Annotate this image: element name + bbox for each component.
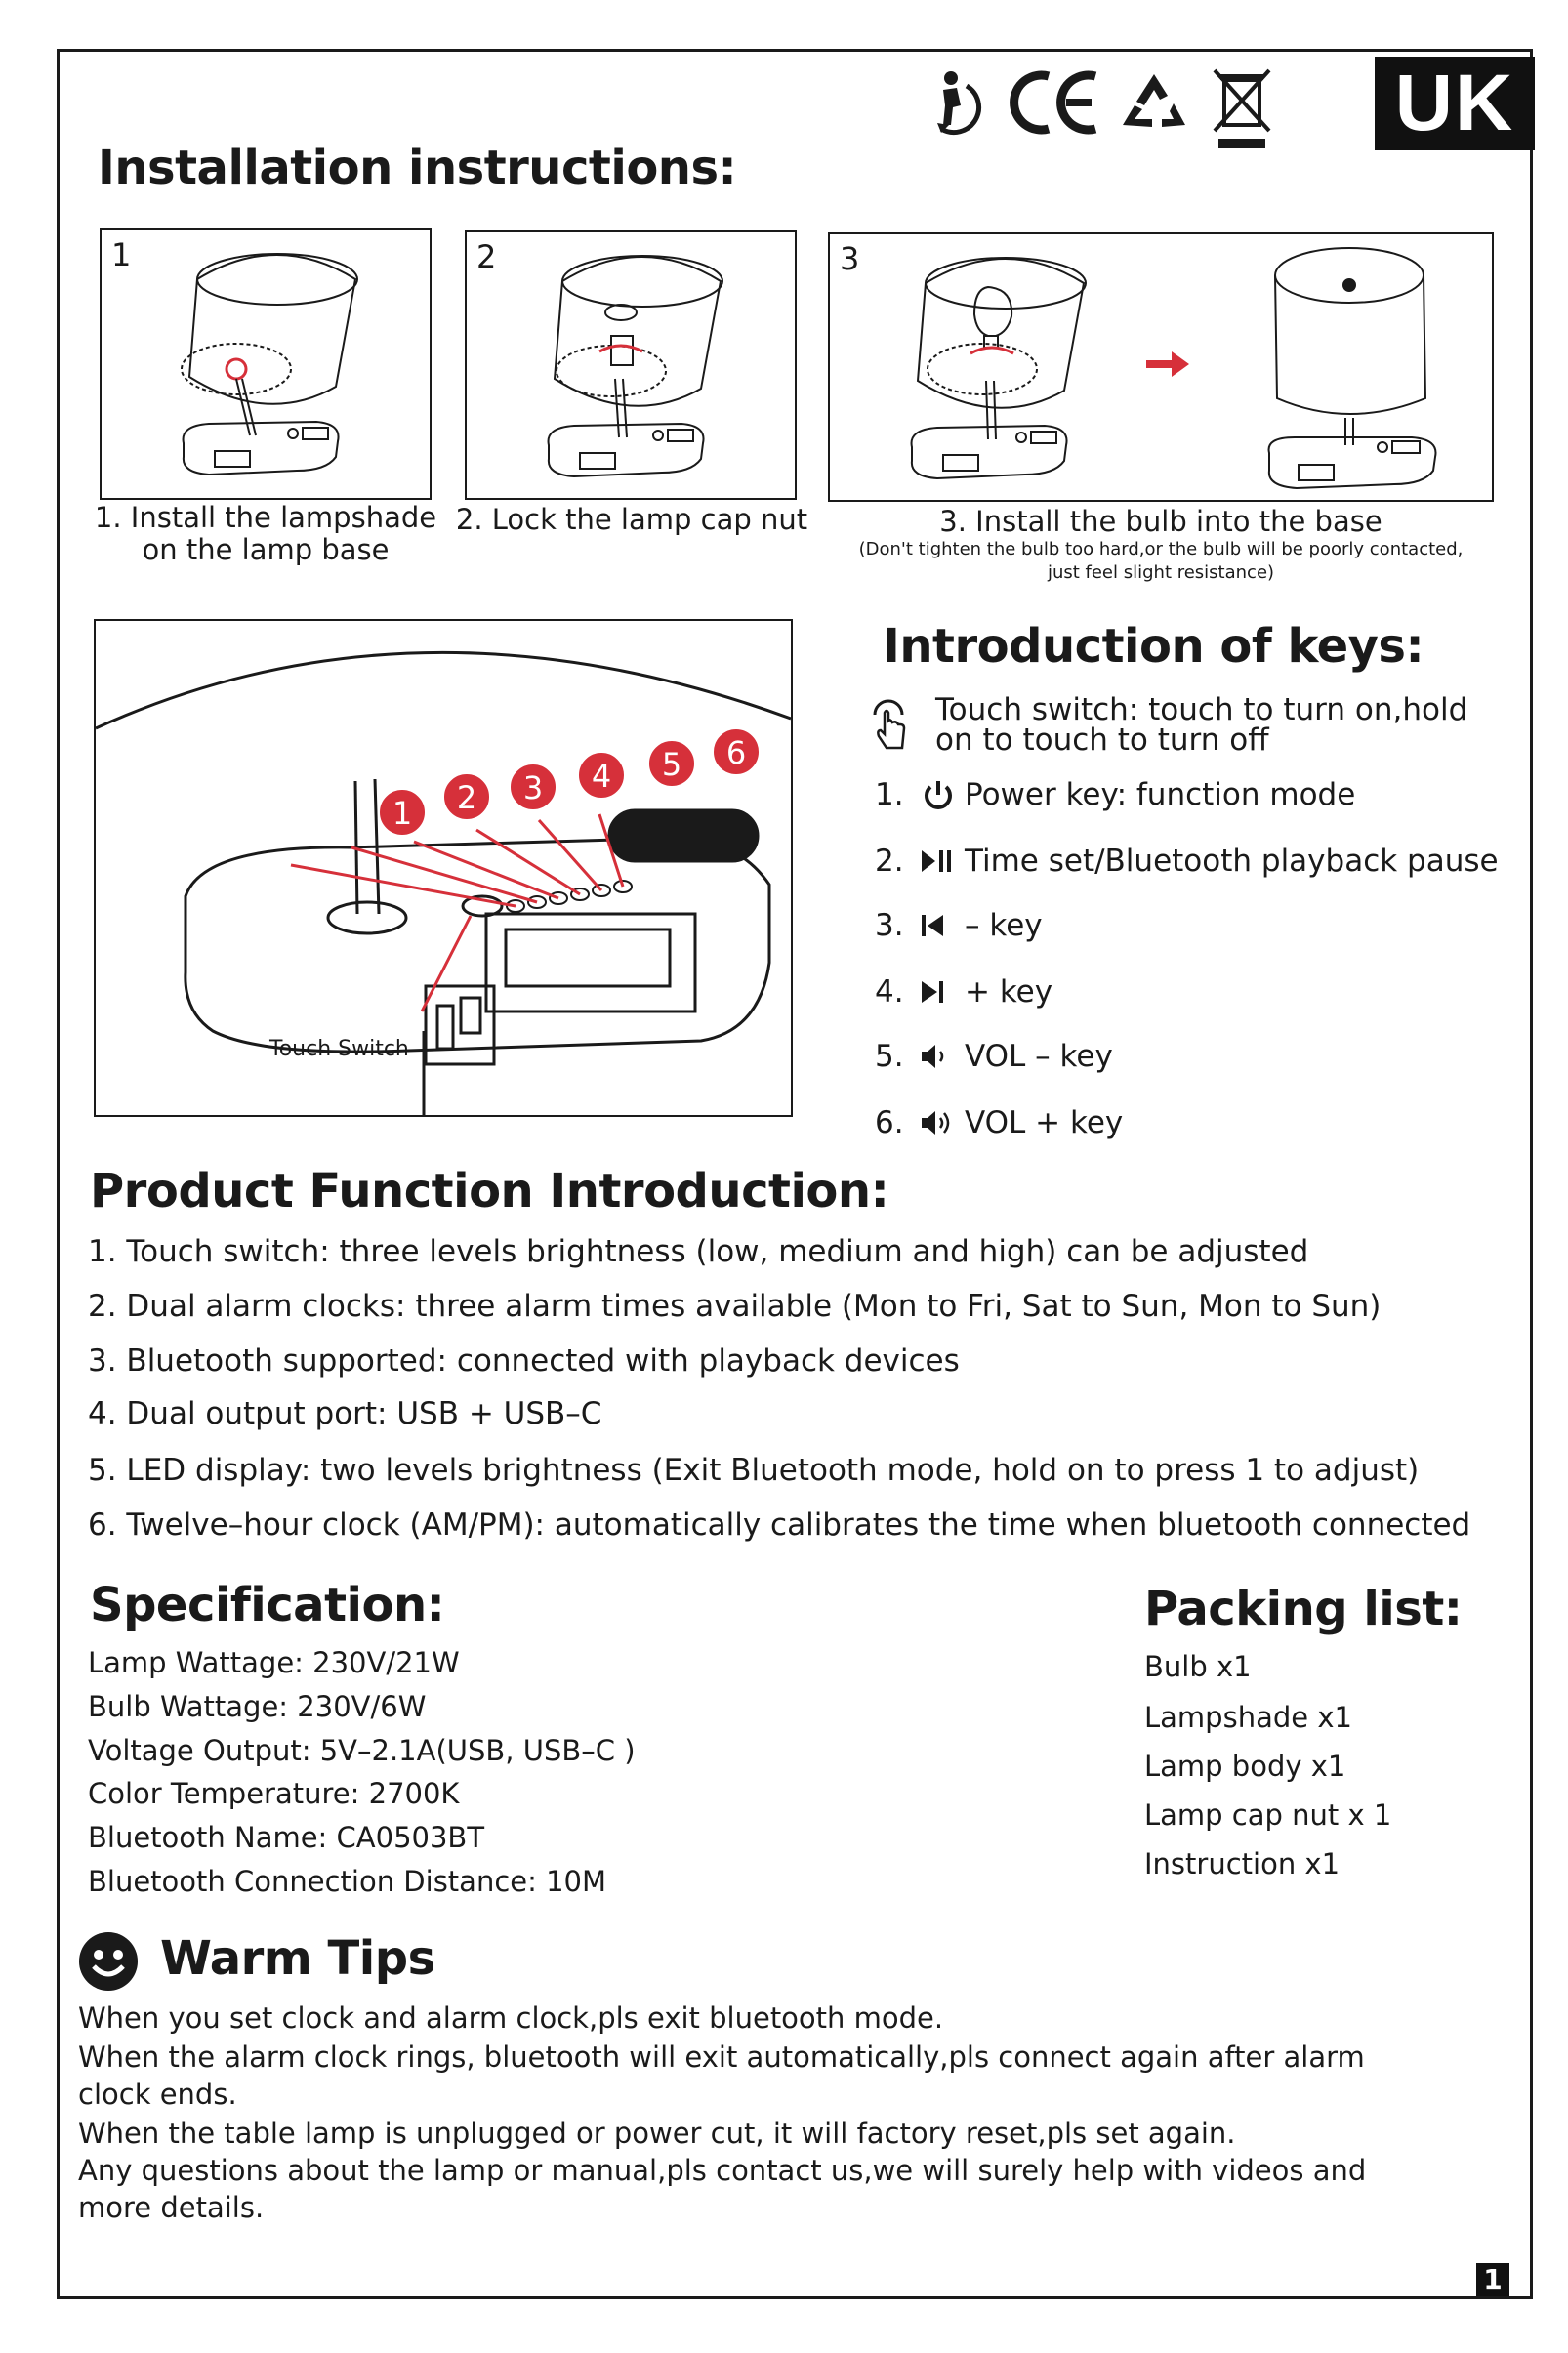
key-label: + key (965, 974, 1053, 1010)
step-number: 2 (476, 238, 497, 275)
touch-hand-icon (871, 699, 910, 750)
callout-label: 4 (591, 758, 612, 795)
functions-title: Product Function Introduction: (90, 1164, 889, 1218)
spec-item: Bluetooth Connection Distance: 10M (88, 1865, 607, 1898)
assembled-lamp-illustration (1240, 238, 1465, 498)
key-number: 3. (875, 908, 904, 943)
key-label: VOL + key (965, 1105, 1124, 1140)
smiley-icon (78, 1931, 139, 1992)
packing-item: Lamp cap nut x 1 (1144, 1798, 1392, 1832)
previous-icon (918, 910, 959, 941)
tip-line: When you set clock and alarm clock,pls exit bluetooth mode. (78, 2002, 944, 2035)
play-pause-icon (918, 846, 959, 877)
spec-item: Voltage Output: 5V–2.1A(USB, USB–C ) (88, 1734, 636, 1767)
callout-label: 6 (725, 734, 747, 771)
spec-item: Bluetooth Name: CA0503BT (88, 1821, 485, 1854)
certification-marks (928, 62, 1338, 156)
step-2-panel (465, 230, 797, 500)
specification-title: Specification: (90, 1578, 445, 1632)
step-2-caption: 2. Lock the lamp cap nut (455, 503, 808, 536)
tip-line: clock ends. (78, 2078, 237, 2111)
callout-label: 3 (522, 769, 544, 806)
key-number: 4. (875, 974, 904, 1010)
step-number: 1 (111, 236, 132, 273)
key-label: VOL – key (965, 1039, 1113, 1074)
tips-title: Warm Tips (160, 1931, 435, 1986)
key-row-next (875, 974, 1052, 1010)
tip-line: Any questions about the lamp or manual,pls contact us,we will surely help with videos and (78, 2154, 1367, 2187)
packing-title: Packing list: (1144, 1582, 1463, 1636)
lamp-base-illustration (96, 621, 791, 1115)
cap-nut-illustration (535, 242, 750, 498)
key-label: – key (965, 908, 1043, 943)
key-number: 5. (875, 1039, 904, 1074)
callout-label: 2 (456, 779, 477, 816)
region-badge: UK (1375, 57, 1535, 150)
tip-line: When the alarm clock rings, bluetooth will exit automatically,pls connect again after alarm (78, 2041, 1365, 2074)
step-number: 3 (840, 240, 860, 277)
bulb-install-illustration (898, 244, 1113, 500)
function-item: 1. Touch switch: three levels brightness (low, medium and high) can be adjusted (88, 1234, 1309, 1269)
key-row-previous (875, 908, 1043, 943)
packing-item: Lamp body x1 (1144, 1750, 1346, 1783)
power-icon (918, 779, 959, 810)
spec-item: Lamp Wattage: 230V/21W (88, 1646, 460, 1679)
step-3-caption: 3. Install the bulb into the base (Don't tighten the bulb too hard,or the bulb will be poorly contacted, just feel slight resistance) (858, 505, 1464, 583)
key-label: Power key: function mode (965, 777, 1356, 812)
spec-item: Color Temperature: 2700K (88, 1777, 460, 1810)
spec-item: Bulb Wattage: 230V/6W (88, 1690, 427, 1723)
packing-item: Instruction x1 (1144, 1847, 1341, 1880)
key-number: 6. (875, 1105, 904, 1140)
step-1-panel (100, 228, 432, 500)
ce-mark-icon (1008, 68, 1101, 137)
key-number: 1. (875, 777, 904, 812)
key-row-volume-down (875, 1039, 1113, 1074)
function-item: 6. Twelve–hour clock (AM/PM): automatically calibrates the time when bluetooth connected (88, 1507, 1471, 1543)
callout-label: 5 (661, 746, 682, 783)
function-item: 4. Dual output port: USB + USB–C (88, 1396, 602, 1431)
key-label: Time set/Bluetooth playback pause (965, 844, 1499, 879)
volume-up-icon (918, 1107, 959, 1138)
installation-title: Installation instructions: (98, 141, 737, 195)
keys-title: Introduction of keys: (883, 619, 1424, 674)
weee-bin-icon (1211, 66, 1273, 154)
key-row-play-pause (875, 844, 1499, 879)
arrow-right-icon (1144, 350, 1193, 379)
packing-item: Bulb x1 (1144, 1650, 1252, 1683)
tip-line: When the table lamp is unplugged or power cut, it will factory reset,pls set again. (78, 2117, 1236, 2150)
lamp-shade-install-illustration (170, 240, 385, 496)
function-item: 2. Dual alarm clocks: three alarm times available (Mon to Fri, Sat to Sun, Mon to Sun) (88, 1289, 1382, 1324)
tip-line: more details. (78, 2191, 265, 2224)
step-1-caption: 1. Install the lampshade on the lamp base (94, 501, 437, 566)
packing-item: Lampshade x1 (1144, 1701, 1352, 1734)
function-item: 5. LED display: two levels brightness (Exit Bluetooth mode, hold on to press 1 to adjust) (88, 1453, 1420, 1488)
recycle-icon (1119, 70, 1189, 135)
triman-icon (928, 66, 990, 137)
function-item: 3. Bluetooth supported: connected with playback devices (88, 1343, 960, 1379)
next-icon (918, 976, 959, 1008)
touch-switch-description: Touch switch: touch to turn on,hold on to touch to turn off (935, 692, 1468, 758)
volume-down-icon (918, 1041, 959, 1072)
step-3-panel (828, 232, 1494, 502)
key-number: 2. (875, 844, 904, 879)
callout-label: 1 (392, 795, 413, 832)
touch-switch-label: Touch Switch (269, 1037, 409, 1061)
key-row-volume-up (875, 1105, 1123, 1140)
keys-diagram-panel (94, 619, 793, 1117)
page-number: 1 (1476, 2263, 1509, 2296)
key-row-power (875, 777, 1355, 812)
